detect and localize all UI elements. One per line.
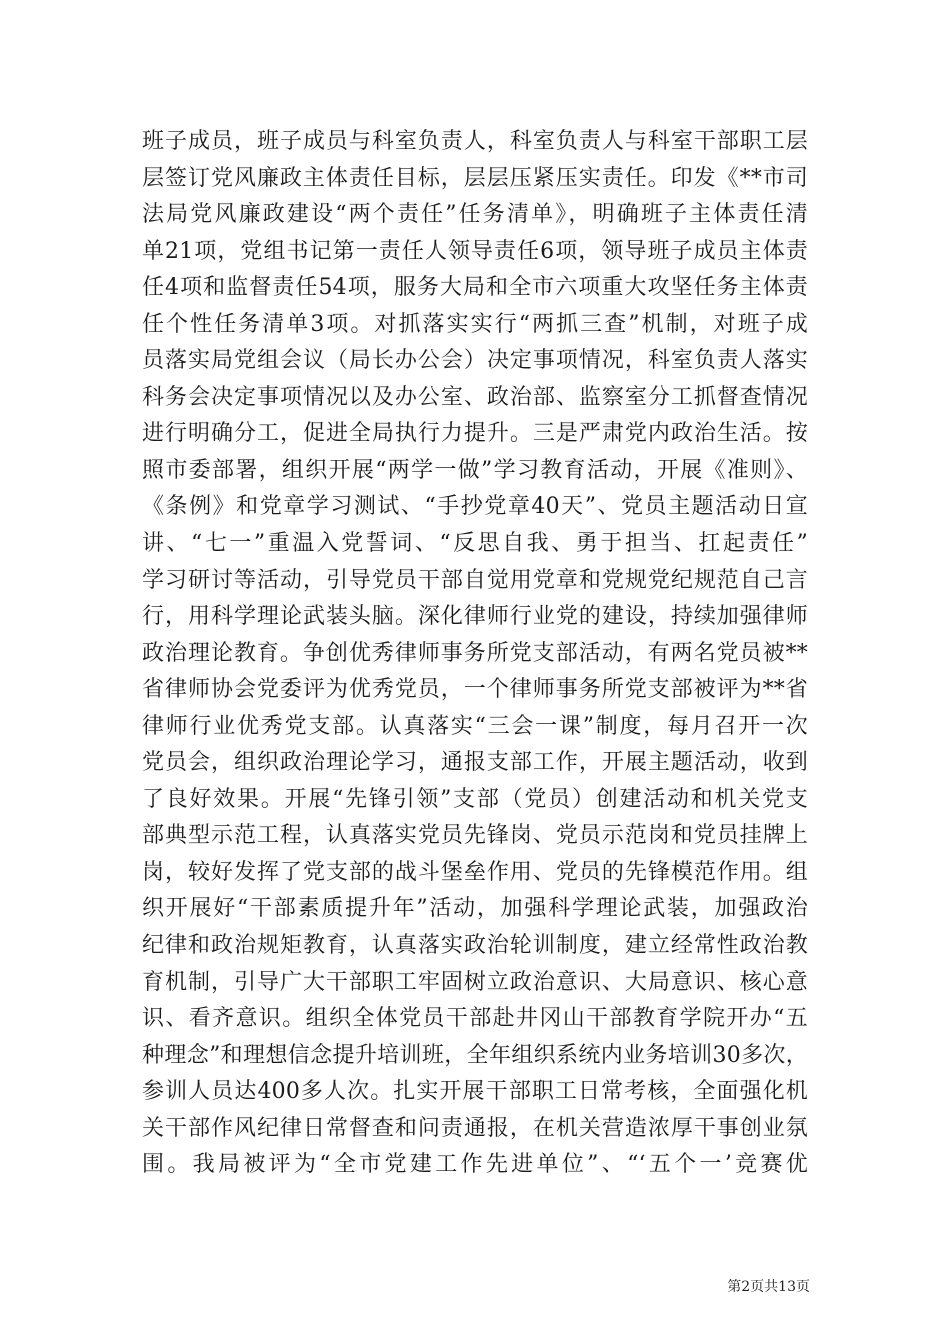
- text-line: 政治理论教育。争创优秀律师事务所党支部活动，有两名党员被**: [142, 640, 808, 666]
- text-line: 班子成员，班子成员与科室负责人，科室负责人与科室干部职工层: [142, 129, 808, 154]
- text-line: 行，用科学理论武装头脑。深化律师行业党的建设，持续加强律师: [142, 604, 808, 630]
- page-number: 第2页共13页: [727, 1279, 810, 1295]
- text-line: 进行明确分工，促进全局执行力提升。三是严肃党内政治生活。按: [142, 421, 808, 447]
- text-line: 单21项，党组书记第一责任人领导责任6项，领导班子成员主体责: [142, 238, 808, 264]
- text-line: 照市委部署，组织开展“两学一做”学习教育活动，开展《准则》、: [142, 457, 808, 483]
- text-line: 参训人员达400多人次。扎实开展干部职工日常考核，全面强化机: [142, 1079, 808, 1105]
- text-line: 省律师协会党委评为优秀党员，一个律师事务所党支部被评为**省: [142, 677, 808, 703]
- text-line: 纪律和政治规矩教育，认真落实政治轮训制度，建立经常性政治教: [142, 933, 808, 959]
- text-line: 育机制，引导广大干部职工牢固树立政治意识、大局意识、核心意: [142, 969, 808, 995]
- body-text: [142, 124, 808, 1184]
- text-line: 员落实局党组会议（局长办公会）决定事项情况，科室负责人落实: [142, 348, 808, 374]
- text-line: 党员会，组织政治理论学习，通报支部工作，开展主题活动，收到: [142, 750, 808, 776]
- text-line: 关干部作风纪律日常督查和问责通报，在机关营造浓厚干事创业氛: [142, 1115, 808, 1141]
- text-line: 识、看齐意识。组织全体党员干部赴井冈山干部教育学院开办“五: [142, 1006, 808, 1032]
- text-line: 法局党风廉政建设“两个责任”任务清单》，明确班子主体责任清: [142, 202, 808, 228]
- text-line: 科务会决定事项情况以及办公室、政治部、监察室分工抓督查情况: [142, 384, 808, 410]
- text-line: 讲、“七一”重温入党誓词、“反思自我、勇于担当、扛起责任”: [142, 531, 808, 557]
- text-line: 围。我局被评为“全市党建工作先进单位”、“‘五个一’竞赛优: [142, 1152, 808, 1178]
- text-line: 种理念”和理想信念提升培训班，全年组织系统内业务培训30多次，: [142, 1042, 808, 1068]
- text-line: 层签订党风廉政主体责任目标，层层压紧压实责任。印发《**市司: [142, 165, 808, 191]
- text-line: 律师行业优秀党支部。认真落实“三会一课”制度，每月召开一次: [142, 713, 808, 739]
- text-line: 《条例》和党章学习测试、“手抄党章40天”、党员主题活动日宣: [142, 494, 808, 520]
- text-line: 任4项和监督责任54项，服务大局和全市六项重大攻坚任务主体责: [142, 275, 808, 301]
- text-line: 岗，较好发挥了党支部的战斗堡垒作用、党员的先锋模范作用。组: [142, 859, 808, 885]
- text-line: 织开展好“干部素质提升年”活动，加强科学理论武装，加强政治: [142, 896, 808, 922]
- text-line: 学习研讨等活动，引导党员干部自觉用党章和党规党纪规范自己言: [142, 567, 808, 593]
- text-line: 任个性任务清单3项。对抓落实实行“两抓三查”机制，对班子成: [142, 311, 808, 337]
- text-line: 了良好效果。开展“先锋引领”支部（党员）创建活动和机关党支: [142, 786, 808, 812]
- text-line: 部典型示范工程，认真落实党员先锋岗、党员示范岗和党员挂牌上: [142, 823, 808, 849]
